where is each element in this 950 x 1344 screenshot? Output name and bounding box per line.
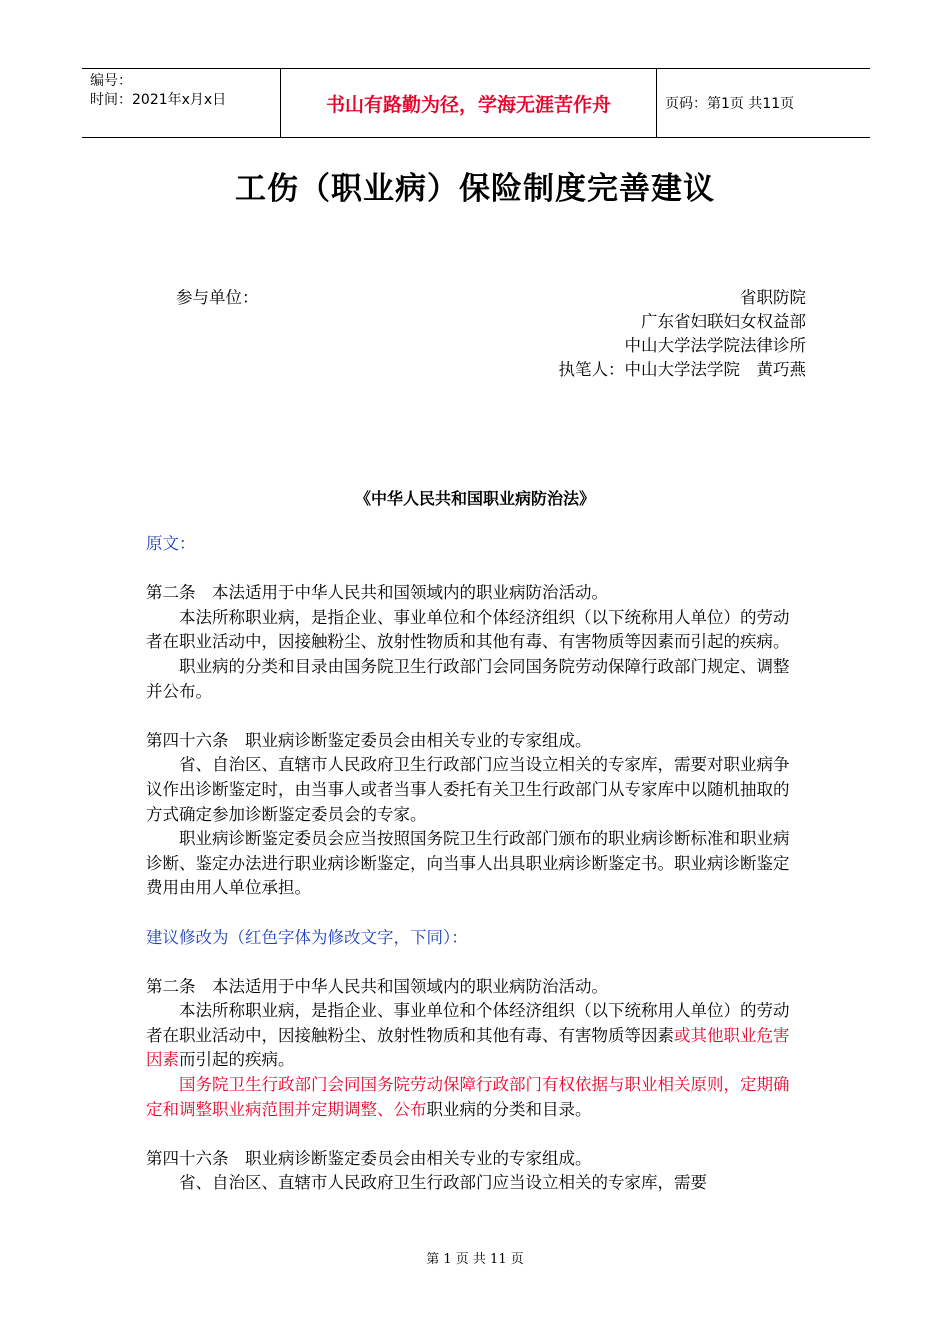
header-meta	[82, 69, 281, 137]
time-label: 时间：2021年x月x日	[90, 92, 227, 108]
page-footer: 第 1 页 共 11 页	[426, 1252, 524, 1267]
article-2-paragraph: 职业病的分类和目录由国务院卫生行政部门会同国务院劳动保障行政部门规定、调整并公布。	[146, 656, 790, 701]
article-46-paragraph: 省、自治区、直辖市人民政府卫生行政部门应当设立相关的专家库，需要对职业病争议作出诊断鉴定时，由当事人或者当事人委托有关卫生行政部门从专家库中以随机抽取的方式确定参加诊断鉴定委员会的专家。	[146, 755, 790, 824]
proposed-heading: 建议修改为（红色字体为修改文字，下同）：	[146, 927, 468, 947]
document-title: 工伤（职业病）保险制度完善建议	[235, 171, 715, 207]
article-46-paragraph: 省、自治区、直辖市人民政府卫生行政部门应当设立相关的专家库，需要	[179, 1173, 707, 1193]
document-body	[146, 532, 796, 1196]
text-segment: 本法所称职业病，是指企业、事业单位和个体经济组织（以下统称用人单位）的劳动者在职业活动中，因接触粉尘、放射性物质和其他有毒、有害物质等因素	[146, 1001, 790, 1045]
article-2-first-line: 第二条 本法适用于中华人民共和国领域内的职业病防治活动。	[146, 976, 608, 996]
article-46-paragraph: 职业病诊断鉴定委员会应当按照国务院卫生行政部门颁布的职业病诊断标准和职业病诊断、鉴定办法进行职业病诊断鉴定，向当事人出具职业病诊断鉴定书。职业病诊断鉴定费用由用人单位承担。	[146, 829, 790, 898]
law-title: 《中华人民共和国职业病防治法》	[354, 489, 595, 508]
number-label: 编号：	[90, 73, 132, 89]
header-motto: 书山有路勤为径，学海无涯苦作舟	[281, 69, 657, 137]
author-line: 执笔人：中山大学法学院 黄巧燕	[558, 360, 806, 379]
participants-label: 参与单位：	[176, 288, 259, 307]
header-page-label: 页码：第1页 共11页	[665, 96, 795, 112]
article-46-first-line: 第四十六条 职业病诊断鉴定委员会由相关专业的专家组成。	[146, 730, 592, 750]
participants-block	[176, 286, 806, 382]
revised-text: 或其他职业危害因素	[146, 1025, 790, 1070]
text-segment: 而引起的疾病。	[179, 1050, 295, 1070]
article-2-paragraph: 本法所称职业病，是指企业、事业单位和个体经济组织（以下统称用人单位）的劳动者在职业活动中，因接触粉尘、放射性物质和其他有毒、有害物质等因素而引起的疾病。	[146, 607, 790, 652]
participant-unit: 中山大学法学院法律诊所	[624, 336, 806, 355]
participant-unit: 广东省妇联妇女权益部	[641, 312, 806, 331]
article-2-paragraph	[146, 999, 796, 1073]
participant-unit: 省职防院	[740, 288, 806, 307]
document-header	[82, 68, 870, 138]
article-2-first-line: 第二条 本法适用于中华人民共和国领域内的职业病防治活动。	[146, 583, 608, 603]
original-heading: 原文：	[146, 534, 196, 553]
revised-text: 国务院卫生行政部门会同国务院劳动保障行政部门有权依据与职业相关原则，定期确定和调整职业病范围并定期调整、公布	[146, 1075, 790, 1119]
text-segment: 职业病的分类和目录。	[426, 1099, 592, 1119]
article-2-paragraph	[146, 1073, 796, 1122]
article-46-first-line: 第四十六条 职业病诊断鉴定委员会由相关专业的专家组成。	[146, 1148, 592, 1168]
